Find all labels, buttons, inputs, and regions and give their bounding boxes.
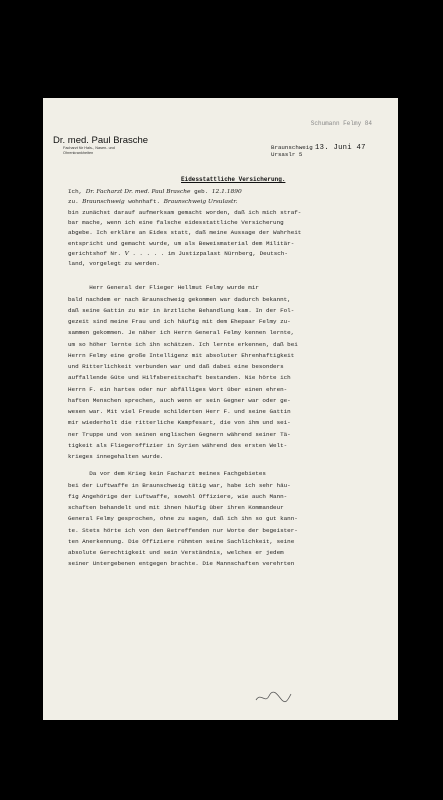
typed-text: te. Stets hörte ich von den Betreffenden nur Worte der begeister- bbox=[68, 526, 298, 534]
typed-text: bald nachdem er nach Braunschweig gekommen war dadurch bekannt, bbox=[68, 295, 291, 303]
typed-text: bar mache, wenn ich eine falsche eidesstattliche Versicherung bbox=[68, 218, 284, 226]
typed-text: tigkeit als Fliegeroffizier in Syrien während des ersten Welt- bbox=[68, 441, 288, 449]
city-name: Braunschweig bbox=[271, 144, 313, 151]
body-line bbox=[68, 219, 284, 226]
typed-text: seiner Untergebenen entgegen brachte. Die Mannschaften verehrten bbox=[68, 560, 295, 568]
typed-text: daß seine Gattin zu mir in ärztliche Behandlung kam. In der Fol- bbox=[68, 306, 295, 314]
body-line bbox=[68, 386, 287, 393]
typed-text: ner Truppe und von seinen englischen Gegnern während seiner Tä- bbox=[68, 430, 291, 438]
body-line bbox=[68, 470, 266, 477]
body-line bbox=[68, 431, 291, 438]
typed-text: fig Angehörige der Luftwaffe, sowohl Offiziere, wie auch Mann- bbox=[68, 492, 288, 500]
body-line bbox=[68, 318, 291, 325]
typed-text: . . . . . im Justizpalast Nürnberg, Deutsch- bbox=[128, 249, 288, 257]
body-line bbox=[68, 419, 291, 426]
body-line bbox=[68, 329, 294, 336]
typed-text: und Ritterlichkeit verbunden war und daß dabei eine besonders bbox=[68, 363, 284, 371]
body-line bbox=[68, 549, 284, 556]
typed-text: abgebe. Ich erkläre an Eides statt, daß meine Aussage der Wahrheit bbox=[68, 229, 302, 237]
body-line bbox=[68, 363, 284, 370]
body-line bbox=[68, 352, 294, 359]
body-line bbox=[68, 260, 160, 267]
body-line bbox=[68, 284, 259, 291]
body-line bbox=[68, 229, 301, 236]
typed-text: wohnhaft. bbox=[124, 198, 164, 206]
body-line bbox=[68, 493, 287, 500]
typed-text: Da vor dem Krieg kein Facharzt meines Fachgebietes bbox=[68, 470, 266, 478]
typed-text: gerichtshof Nr. bbox=[68, 249, 125, 257]
body-line bbox=[68, 408, 291, 415]
typed-text: Herr General der Flieger Hellmut Felmy wurde mir bbox=[68, 284, 259, 292]
typed-text: geb. bbox=[190, 188, 212, 195]
document-page bbox=[43, 98, 398, 720]
handwritten-entry: Dr. Facharzt Dr. med. Paul Brasche bbox=[85, 189, 191, 195]
typed-text: wesen war. Mit viel Freude schilderten Herr F. und seine Gattin bbox=[68, 408, 291, 416]
date: 13. Juni 47 bbox=[315, 144, 366, 152]
body-line bbox=[68, 307, 294, 314]
city-district: Ursaslr 5 bbox=[271, 151, 303, 158]
typed-text: gezeit sind meine Frau und ich häufig mit dem Ehepaar Felmy zu- bbox=[68, 318, 291, 326]
typed-text: krieges innegehalten wurde. bbox=[68, 453, 164, 461]
typed-text: ten Anerkennung. Die Offiziere rühmten seine Sachlichkeit, seine bbox=[68, 537, 295, 545]
body-line bbox=[68, 188, 242, 196]
typed-text: Herrn F. ein hartes oder nur abfälliges Wort über einen ehren- bbox=[68, 385, 288, 393]
body-line bbox=[68, 560, 294, 567]
typed-text: Ich, bbox=[68, 188, 86, 195]
typed-text: bin zunächst darauf aufmerksam gemacht worden, daß ich mich straf- bbox=[68, 208, 302, 216]
document-title: Eidesstattliche Versicherung. bbox=[181, 176, 286, 183]
body-line bbox=[68, 397, 291, 404]
typed-text: General Felmy gesprochen, ohne zu sagen, daß ich ihn so gut kann- bbox=[68, 515, 298, 523]
body-line bbox=[68, 504, 284, 511]
typed-text: bei der Luftwaffe in Braunschweig tätig war, habe ich sehr häu- bbox=[68, 481, 291, 489]
body-line bbox=[68, 341, 298, 348]
typed-text: um so höher lernte ich ihn schätzen. Ich lernte erkennen, daß bei bbox=[68, 340, 298, 348]
handwritten-entry: Braunschweig bbox=[82, 199, 125, 206]
body-line bbox=[68, 250, 288, 258]
handwritten-entry: 12.1.1890 bbox=[211, 189, 242, 195]
body-line bbox=[68, 296, 291, 303]
body-line bbox=[68, 209, 301, 216]
typed-text: schaften behandelt und mit ihnen häufig über ihren Kommandeur bbox=[68, 504, 284, 512]
typed-text: mir wiederholt die ritterliche Kampfesart, die von ihm und sei- bbox=[68, 419, 291, 427]
body-line bbox=[68, 198, 237, 206]
typed-text: haften Menschen sprechen, auch wenn er sein Gegner war oder ge- bbox=[68, 396, 291, 404]
letterhead bbox=[53, 135, 148, 156]
typed-text: Herrn Felmy eine große Intelligenz mit absoluter Ehrenhaftigkeit bbox=[68, 351, 295, 359]
typed-text: zu. bbox=[68, 198, 83, 206]
body-line bbox=[68, 527, 298, 534]
signature-mark bbox=[253, 688, 293, 706]
body-line bbox=[68, 453, 163, 460]
handwritten-entry: Braunschweig Ursulastr. bbox=[163, 199, 238, 206]
archive-annotation: Schumann Felmy 84 bbox=[310, 120, 372, 127]
body-line bbox=[68, 482, 291, 489]
city-block bbox=[271, 144, 313, 158]
typed-text: entspricht und gemacht wurde, um als Beweismaterial dem Militär- bbox=[68, 239, 295, 247]
handwritten-entry: V bbox=[124, 250, 129, 257]
letterhead-subtitle: Facharzt für Hals-, Nasen- und Ohrenkrankheiten bbox=[63, 146, 115, 155]
typed-text: auffallende Güte und Hilfsbereitschaft bestanden. Nie hörte ich bbox=[68, 374, 291, 382]
body-line bbox=[68, 374, 291, 381]
body-line bbox=[68, 515, 298, 522]
typed-text: land, vorgelegt zu werden. bbox=[68, 260, 160, 268]
body-line bbox=[68, 538, 294, 545]
typed-text: sammen gekommen. Je näher ich Herrn General Felmy kennen lernte, bbox=[68, 329, 295, 337]
letterhead-name: Dr. med. Paul Brasche bbox=[53, 135, 149, 146]
typed-text: absolute Gerechtigkeit und sein Verständnis, welches er jedem bbox=[68, 549, 284, 557]
body-line bbox=[68, 442, 287, 449]
body-line bbox=[68, 240, 294, 247]
